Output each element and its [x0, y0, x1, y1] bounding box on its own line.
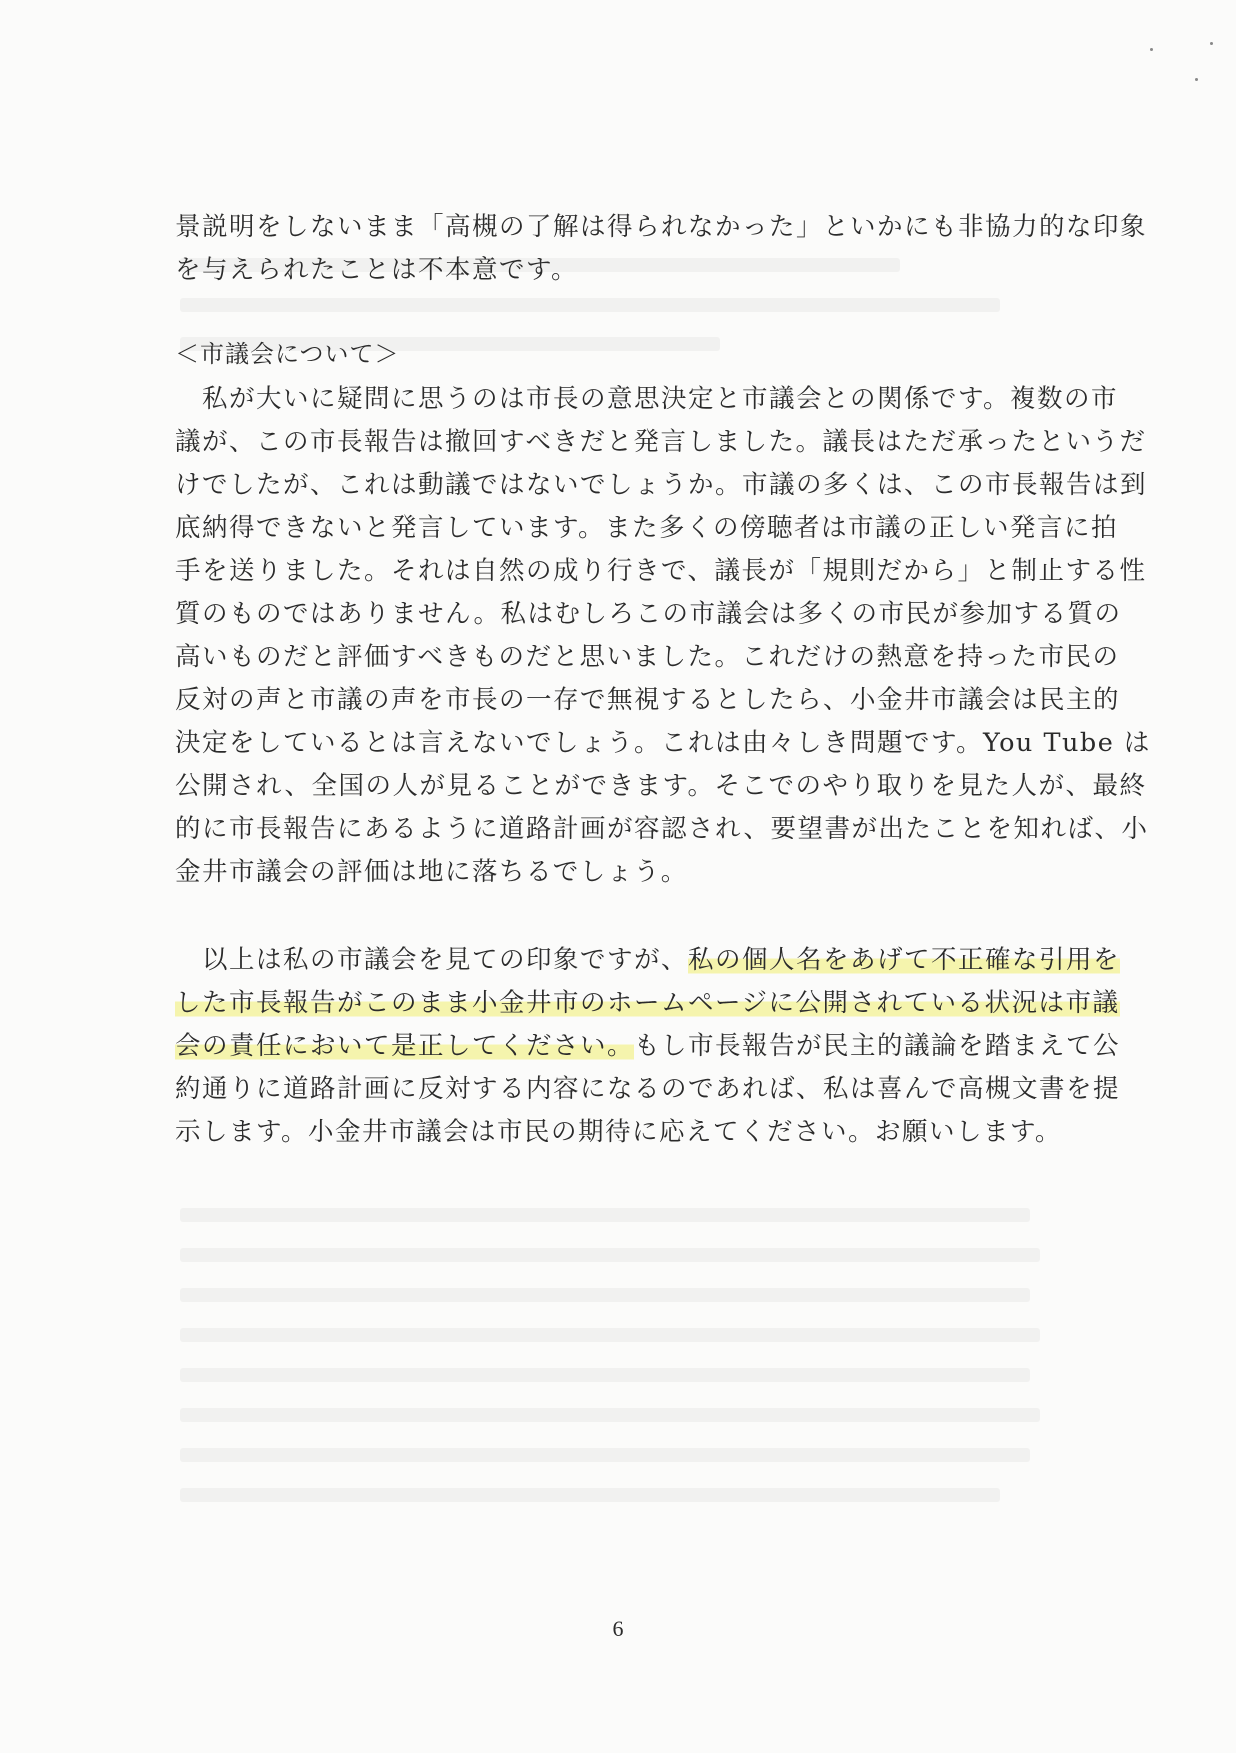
bleed-through-mark [180, 1368, 1030, 1382]
paragraph-line: 議が、この市長報告は撤回すべきだと発言しました。議長はただ承ったというだ [175, 427, 1147, 457]
paragraph-line: 金井市議会の評価は地に落ちるでしょう。 [175, 857, 688, 887]
intro-line: 景説明をしないまま「高槻の了解は得られなかった」といかにも非協力的な印象 [175, 212, 1148, 242]
highlighted-text: した市長報告がこのまま小金井市のホームページに公開されている状況は市議 [175, 988, 1120, 1018]
highlighted-text: 私の個人名をあげて不正確な引用を [688, 945, 1121, 975]
bleed-through-mark [180, 1288, 1030, 1302]
bleed-through-mark [180, 1208, 1030, 1222]
paragraph-line: 約通りに道路計画に反対する内容になるのであれば、私は喜んで高槻文書を提 [175, 1074, 1121, 1104]
bleed-through-mark [180, 1408, 1040, 1422]
paragraph-line: 質のものではありません。私はむしろこの市議会は多くの市民が参加する質の [175, 599, 1122, 629]
paragraph-line: 底納得できないと発言しています。また多くの傍聴者は市議の正しい発言に拍 [175, 513, 1118, 543]
bleed-through-mark [180, 1248, 1040, 1262]
section-heading: ＜市議会について＞ [175, 340, 400, 368]
highlighted-text: 会の責任において是正してください。 [175, 1031, 635, 1061]
paragraph-line: 的に市長報告にあるように道路計画が容認され、要望書が出たことを知れば、小 [175, 814, 1149, 844]
paragraph-line: 決定をしているとは言えないでしょう。これは由々しき問題です。You Tube は [175, 728, 1151, 758]
bleed-through-mark [180, 298, 1000, 312]
intro-line: を与えられたことは不本意です。 [175, 255, 578, 285]
paragraph-line: 私が大いに疑問に思うのは市長の意思決定と市議会との関係です。複数の市 [175, 384, 1118, 414]
paragraph-line: 高いものだと評価すべきものだと思いました。これだけの熱意を持った市民の [175, 642, 1120, 672]
bleed-through-mark [180, 1448, 1030, 1462]
paragraph-line: 手を送りました。それは自然の成り行きで、議長が「規則だから」と制止する性 [175, 556, 1147, 586]
plain-text: 以上は私の市議会を見ての印象ですが、 [175, 945, 689, 975]
paragraph-line: けでしたが、これは動議ではないでしょうか。市議の多くは、この市長報告は到 [175, 470, 1148, 500]
paragraph-line [175, 1029, 1121, 1063]
bleed-through-mark [180, 1328, 1040, 1342]
paragraph-line [175, 986, 1120, 1020]
plain-text: もし市長報告が民主的議論を踏まえて公 [634, 1031, 1121, 1061]
paragraph-line: 反対の声と市議の声を市長の一存で無視するとしたら、小金井市議会は民主的 [175, 685, 1121, 715]
bleed-through-mark [180, 1488, 1000, 1502]
page-number: 6 [612, 1616, 624, 1641]
paragraph-line: 示します。小金井市議会は市民の期待に応えてください。お願いします。 [175, 1117, 1062, 1147]
paragraph-line: 公開され、全国の人が見ることができます。そこでのやり取りを見た人が、最終 [175, 771, 1147, 801]
paragraph-line [175, 943, 1121, 977]
